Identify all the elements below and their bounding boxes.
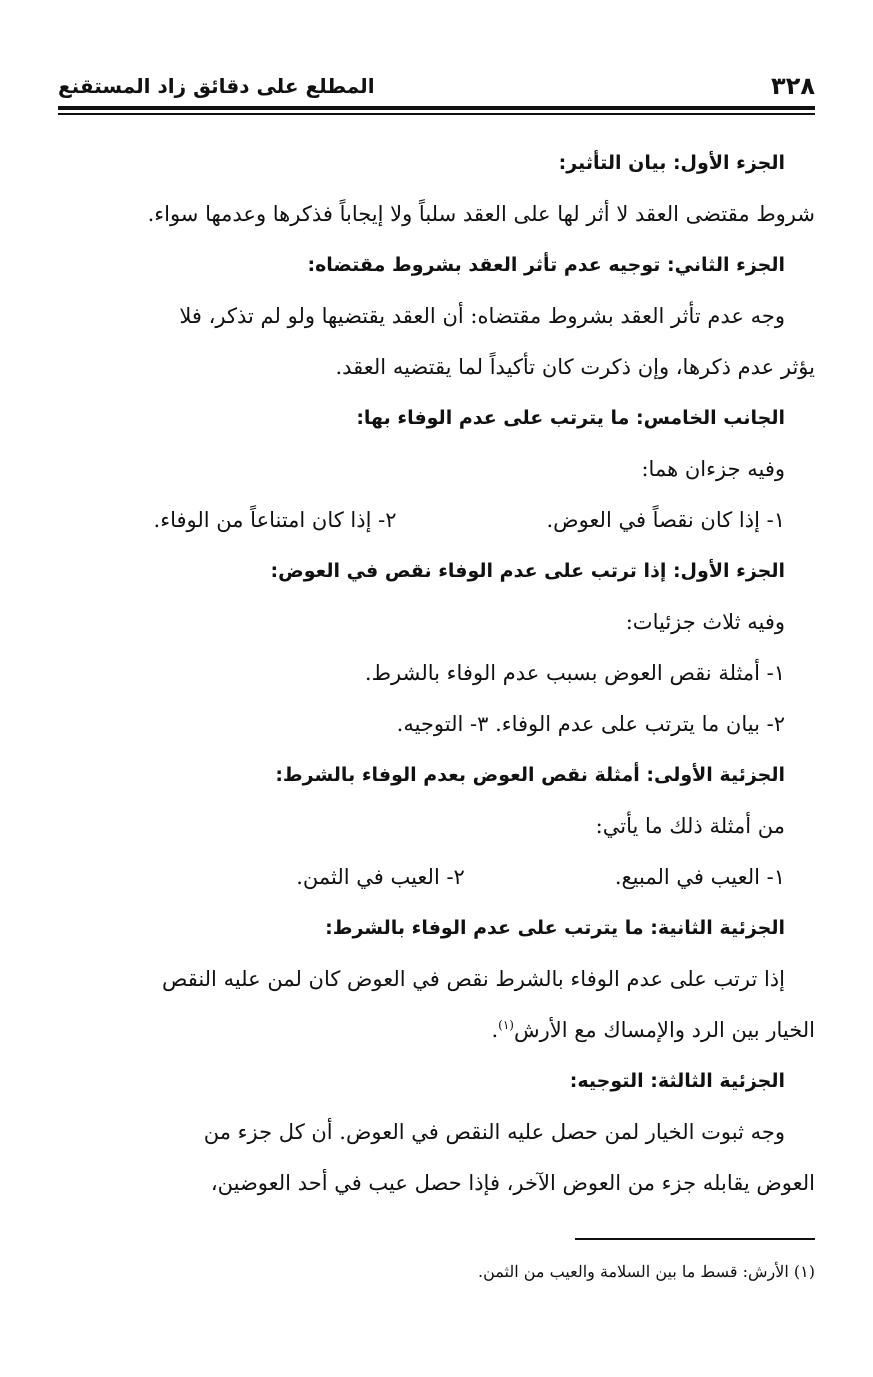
header-rule-thin bbox=[58, 113, 815, 115]
paragraph: وجه عدم تأثر العقد بشروط مقتضاه: أن العقد يقتضيها ولو لم تذكر، فلا bbox=[179, 304, 785, 328]
footnote-separator bbox=[575, 1238, 815, 1240]
paragraph bbox=[58, 1005, 815, 1056]
paragraph: يؤثر عدم ذكرها، وإن ذكرت كان تأكيداً لما يقتضيه العقد. bbox=[335, 355, 815, 379]
list-item: ١- إذا كان نقصاً في العوض. bbox=[546, 508, 785, 532]
two-column-list bbox=[58, 852, 815, 903]
heading-part-one-deficiency: الجزء الأول: إذا ترتب على عدم الوفاء نقص في العوض: bbox=[270, 560, 785, 582]
paragraph: وفيه جزءان هما: bbox=[641, 457, 785, 481]
two-column-list bbox=[58, 495, 815, 546]
header-rule-thick bbox=[58, 106, 815, 110]
list-item: ١- العيب في المبيع. bbox=[614, 865, 785, 889]
heading-sub-two: الجزئية الثانية: ما يترتب على عدم الوفاء بالشرط: bbox=[325, 917, 785, 939]
heading-aspect-five: الجانب الخامس: ما يترتب على عدم الوفاء بها: bbox=[356, 407, 785, 429]
list-item: ٢- بيان ما يترتب على عدم الوفاء. ٣- التوجيه. bbox=[396, 712, 785, 736]
paragraph-text: الخيار بين الرد والإمساك مع الأرش bbox=[513, 1018, 815, 1042]
list-item: ١- أمثلة نقص العوض بسبب عدم الوفاء بالشرط. bbox=[364, 661, 785, 685]
paragraph: من أمثلة ذلك ما يأتي: bbox=[595, 814, 785, 838]
paragraph: العوض يقابله جزء من العوض الآخر، فإذا حصل عيب في أحد العوضين، bbox=[210, 1171, 815, 1195]
paragraph: شروط مقتضى العقد لا أثر لها على العقد سلباً ولا إيجاباً فذكرها وعدمها سواء. bbox=[147, 202, 815, 226]
heading-sub-three: الجزئية الثالثة: التوجيه: bbox=[569, 1070, 785, 1092]
heading-part-one-effect: الجزء الأول: بيان التأثير: bbox=[558, 152, 785, 174]
book-title: المطلع على دقائق زاد المستقنع bbox=[58, 74, 375, 98]
heading-sub-one: الجزئية الأولى: أمثلة نقص العوض بعدم الوفاء بالشرط: bbox=[275, 764, 785, 786]
page-number: ٣٢٨ bbox=[771, 72, 815, 100]
paragraph: وجه ثبوت الخيار لمن حصل عليه النقص في العوض. أن كل جزء من bbox=[203, 1120, 785, 1144]
paragraph: وفيه ثلاث جزئيات: bbox=[625, 610, 785, 634]
paragraph: إذا ترتب على عدم الوفاء بالشرط نقص في العوض كان لمن عليه النقص bbox=[161, 967, 785, 991]
paragraph-end: . bbox=[491, 1018, 499, 1042]
heading-part-two: الجزء الثاني: توجيه عدم تأثر العقد بشروط مقتضاه: bbox=[307, 254, 785, 276]
list-item: ٢- العيب في الثمن. bbox=[296, 865, 465, 889]
footnote-reference[interactable]: (١) bbox=[498, 1018, 514, 1032]
footnote: (١) الأرش: قسط ما بين السلامة والعيب من الثمن. bbox=[477, 1262, 815, 1281]
page-body bbox=[58, 138, 815, 1209]
list-item: ٢- إذا كان امتناعاً من الوفاء. bbox=[153, 508, 397, 532]
page-header bbox=[58, 66, 815, 106]
